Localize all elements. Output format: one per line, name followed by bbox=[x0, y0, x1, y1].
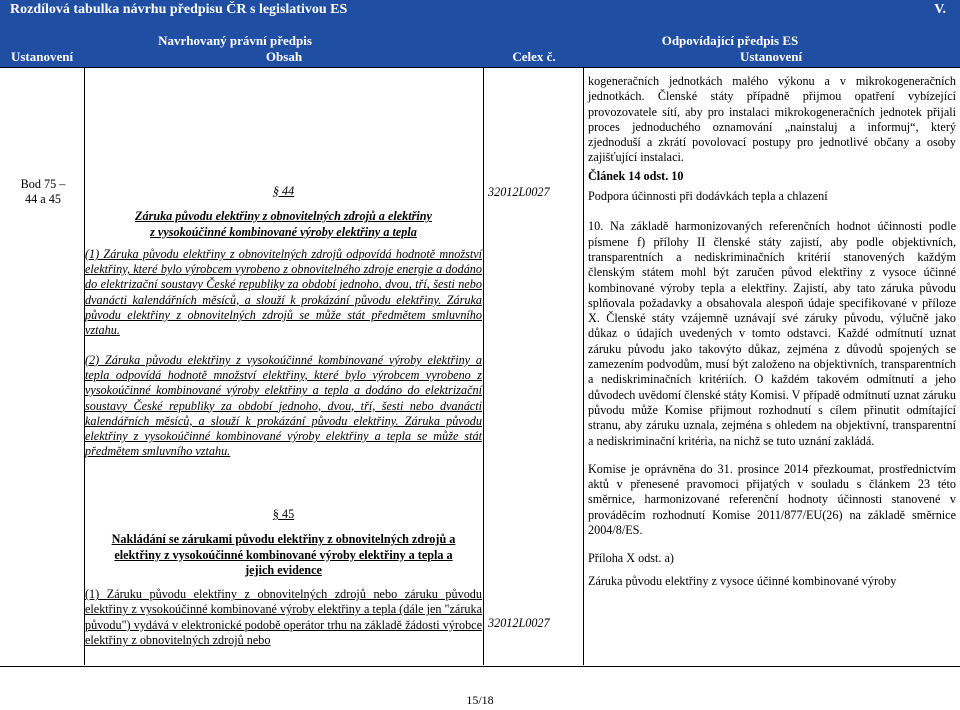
celex-number: 32012L0027 bbox=[488, 616, 550, 630]
column-header-ustanoveni-right: Ustanovení bbox=[739, 49, 803, 64]
section-45 bbox=[85, 507, 482, 648]
ec-annex-text: Záruka původu elektřiny z vysoce účinné kombinované výroby bbox=[588, 573, 897, 588]
ec-provision-text bbox=[588, 74, 956, 589]
ec-group-label: Odpovídající předpis ES bbox=[661, 33, 799, 48]
chapter-number: V. bbox=[934, 2, 946, 17]
ec-paragraph-10: 10. Na základě harmonizovaných referenčních hodnot účinnosti podle písmene f) přílohy II členské státy zajistí, aby podle objektivních, transparentních a nediskriminačních kritérií stanovených každým členským státem mohl být zaručen původ elektřiny z vysoce účinné kombinované výroby tepla a elektřiny. Zajistí, aby tato záruka původu splňovala požadavky a obsahovala alespoň údaje specifikované v příloze X. Členské státy vzájemně uznávají své záruky původu, výlučně jako důkaz o údajích uvedených v tomto odstavci. Každé odmítnutí uznat záruku původu jako takovýto důkaz, zejména z důvodů spojených se zamezením podvodům, musí být založeno na objektivních, transparentních a nediskriminačních kritériích. O každém takovém odmítnutí a jeho důvodech uvědomí členské státy Komisi. V případě odmítnutí uznat záruku původu může Komise přijmout rozhodnutí s cílem přinutit odmítající stranu, aby záruku uznala, zejména s ohledem na objektivní, transparentní a nediskriminační kritéria, na nichž se tuto uznání zakládá. bbox=[588, 219, 956, 448]
document-title: Rozdílová tabulka návrhu předpisu ČR s legislativou ES bbox=[10, 2, 348, 17]
column-header-celex: Celex č. bbox=[512, 49, 556, 64]
table-header bbox=[0, 0, 960, 67]
section-45-title-line3: jejich evidence bbox=[245, 562, 322, 577]
section-45-title-line2: elektřiny z vysokoúčinné kombinované výroby elektřiny a tepla a bbox=[114, 547, 453, 562]
section-44-paragraph-2: (2) Záruka původu elektřiny z vysokoúčinné kombinované výroby elektřiny a tepla odpovídá hodnotě množství elektřiny, které bylo výrobcem vyrobeno z vysokoúčinné kombinované výroby elektřiny a tepla a dodáno do elektrizační soustavy České republiky za období jednoho, dvou, tří, šesti nebo dvanácti kalendářních měsíců, a slouží k prokázání původu elektřiny. Záruka původu elektřiny z vysokoúčinné kombinované výroby elektřiny a tepla se může stát předmětem smluvního vztahu. bbox=[85, 352, 482, 459]
provision-reference bbox=[3, 177, 83, 208]
proposal-group-label: Navrhovaný právní předpis bbox=[158, 33, 312, 48]
section-44-paragraph-1: (1) Záruka původu elektřiny z obnovitelných zdrojů odpovídá hodnotě množství elektřiny, které bylo výrobcem vyrobeno z obnovitelného zdroje energie a dodáno do elektrizační soustavy České republiky za období jednoho, dvou, tří, šesti nebo dvanácti kalendářních měsíců, a slouží k prokázání původu elektřiny. Záruka původu elektřiny z obnovitelných zdrojů se může stát předmětem smluvního vztahu. bbox=[85, 246, 482, 338]
column-header-obsah: Obsah bbox=[265, 49, 303, 64]
celex-number: 32012L0027 bbox=[488, 185, 550, 199]
column-header-ustanoveni-left: Ustanovení bbox=[10, 49, 74, 64]
bod-range: 44 a 45 bbox=[25, 192, 61, 207]
column-divider bbox=[483, 67, 484, 665]
ec-paragraph-commission: Komise je oprávněna do 31. prosince 2014 přezkoumat, prostřednictvím aktů v přenesené pravomoci přijatých v souladu s článkem 23 této směrnice, harmonizované referenční hodnoty účinnosti stanovené v prováděcím rozhodnutí Komise 2011/877/EU(26) na základě směrnice 2004/8/ES. bbox=[588, 461, 956, 538]
bod-label: Bod 75 – bbox=[20, 177, 66, 191]
section-45-heading: § 45 bbox=[272, 507, 295, 521]
section-45-title-line1: Nakládání se zárukami původu elektřiny z obnovitelných zdrojů a bbox=[111, 532, 456, 547]
section-44-heading: § 44 bbox=[272, 184, 295, 198]
column-divider bbox=[583, 67, 584, 665]
ec-top-paragraph: kogeneračních jednotkách malého výkonu a v mikrokogeneračních jednotkách. Členské státy případně přijmou opatření vybízející provozovatele sítí, aby pro instalaci mikrokogeneračních jednotek přijali proces jednoduchého oznamování „nainstaluj a informuj“, který zjednoduší a zkrátí povolovací postupy pro jednotlivé občany a osoby zajišťující instalaci. bbox=[588, 74, 956, 165]
section-44 bbox=[85, 184, 482, 460]
ec-article-reference: Článek 14 odst. 10 bbox=[588, 168, 684, 183]
ec-annex-reference: Příloha X odst. a) bbox=[588, 551, 674, 566]
section-44-title-line2: z vysokoúčinné kombinované výroby elektřiny a tepla bbox=[150, 224, 417, 239]
section-45-paragraph-1: (1) Záruku původu elektřiny z obnovitelných zdrojů nebo záruku původu elektřiny z vysokoúčinné kombinované výroby elektřiny a tepla (dále jen "záruka původu") vydává v elektronické podobě operátor trhu na základě žádosti výrobce elektřiny z obnovitelných zdrojů nebo bbox=[85, 587, 482, 648]
ec-article-subtitle: Podpora účinnosti při dodávkách tepla a chlazení bbox=[588, 189, 828, 204]
section-44-title-line1: Záruka původu elektřiny z obnovitelných zdrojů a elektřiny bbox=[135, 209, 432, 224]
page-number: 15/18 bbox=[466, 693, 494, 707]
